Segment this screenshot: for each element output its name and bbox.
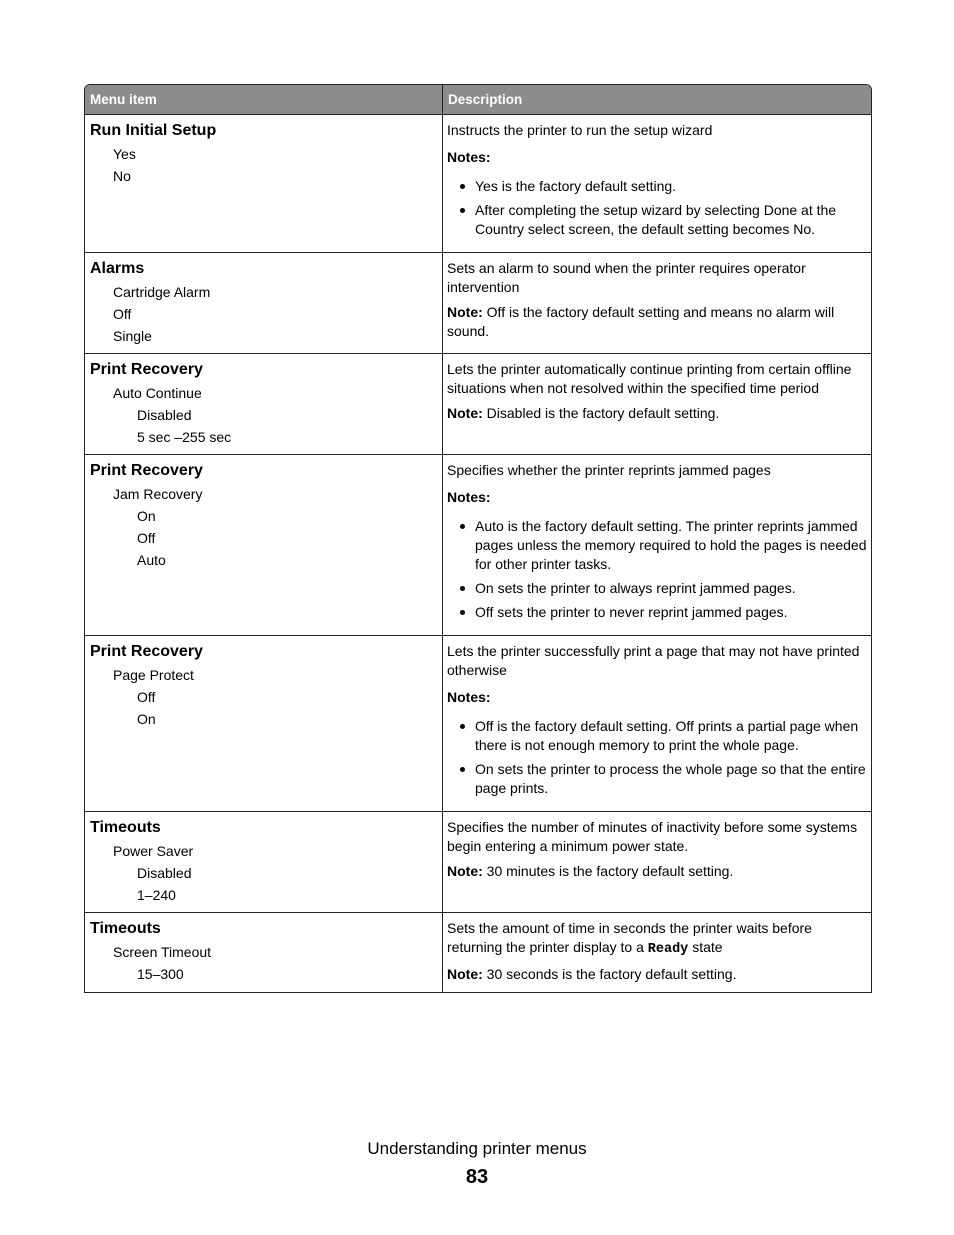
note-bullet: Off is the factory default setting. Off prints a partial page when there is not enough memory to print the whole page. (447, 717, 867, 755)
notes-list (447, 717, 867, 798)
notes-list (447, 177, 867, 239)
menu-item-option: Yes (113, 146, 136, 162)
note-label: Note: (447, 304, 483, 320)
page-number: 83 (465, 1166, 489, 1188)
menu-item-title: Print Recovery (90, 643, 203, 660)
menu-item-option: Auto (137, 552, 166, 568)
description-text: Lets the printer successfully print a page that may not have printed otherwise (447, 643, 860, 678)
table-row (85, 636, 871, 812)
description-cell (443, 354, 871, 454)
menu-item-option: 15–300 (137, 966, 184, 982)
menu-item-cell (85, 253, 443, 353)
note-label: Note: (447, 863, 483, 879)
menu-item-cell (85, 455, 443, 635)
menu-table (84, 84, 872, 993)
table-row (85, 115, 871, 253)
menu-item-option: No (113, 168, 131, 184)
note-bullet: Off sets the printer to never reprint jammed pages. (447, 603, 867, 622)
header-menu-item: Menu item (85, 85, 443, 114)
menu-item-option: Auto Continue (113, 385, 202, 401)
description-cell (443, 812, 871, 912)
menu-item-option: Cartridge Alarm (113, 284, 211, 300)
menu-item-option: On (137, 711, 156, 727)
menu-item-option: Page Protect (113, 667, 194, 683)
menu-item-cell (85, 115, 443, 252)
menu-item-title: Run Initial Setup (90, 122, 217, 139)
menu-item-title: Timeouts (90, 819, 161, 836)
description-text: Lets the printer automatically continue printing from certain offline situations when not resolved within the specified time period (447, 361, 852, 396)
table-row (85, 253, 871, 354)
footer-section-title: Understanding printer menus (367, 1139, 587, 1158)
menu-item-title: Print Recovery (90, 462, 203, 479)
menu-item-option: Jam Recovery (113, 486, 203, 502)
menu-item-title: Alarms (90, 260, 145, 277)
description-text-part: state (692, 939, 723, 955)
description-text-part: Sets the amount of time in seconds the printer waits before returning the printer display to a (447, 920, 812, 955)
menu-item-cell (85, 636, 443, 811)
menu-item-option: Off (137, 530, 156, 546)
table-row (85, 913, 871, 992)
note-bullet: After completing the setup wizard by selecting Done at the Country select screen, the default setting becomes No. (447, 201, 867, 239)
notes-list (447, 517, 867, 622)
description-text: Specifies the number of minutes of inactivity before some systems begin entering a minimum power state. (447, 819, 858, 854)
menu-item-option: Disabled (137, 865, 192, 881)
description-cell (443, 636, 871, 811)
menu-item-option: Power Saver (113, 843, 194, 859)
notes-label: Notes: (447, 489, 491, 505)
menu-item-title: Timeouts (90, 920, 161, 937)
notes-label: Notes: (447, 149, 491, 165)
table-row (85, 812, 871, 913)
table-row (85, 354, 871, 455)
description-text: Sets an alarm to sound when the printer requires operator intervention (447, 260, 806, 295)
note-bullet: On sets the printer to always reprint jammed pages. (447, 579, 867, 598)
table-body (85, 115, 871, 992)
display-state-code: Ready (647, 942, 689, 957)
menu-item-option: 5 sec –255 sec (137, 429, 232, 445)
description-text: Specifies whether the printer reprints jammed pages (447, 462, 771, 478)
description-cell (443, 913, 871, 992)
note-bullet: Auto is the factory default setting. The printer reprints jammed pages unless the memory required to hold the pages is needed for other printer tasks. (447, 517, 867, 574)
note-label: Note: (447, 966, 483, 982)
description-cell (443, 253, 871, 353)
menu-item-option: On (137, 508, 156, 524)
note-bullet: Yes is the factory default setting. (447, 177, 867, 196)
menu-item-option: Off (113, 306, 132, 322)
note-text: 30 seconds is the factory default setting. (486, 966, 737, 982)
note-bullet: On sets the printer to process the whole page so that the entire page prints. (447, 760, 867, 798)
description-cell (443, 455, 871, 635)
table-row (85, 455, 871, 636)
menu-item-title: Print Recovery (90, 361, 203, 378)
note-line (447, 303, 867, 341)
description-text (447, 919, 867, 959)
notes-label: Notes: (447, 689, 491, 705)
note-line (447, 862, 867, 881)
note-label: Note: (447, 405, 483, 421)
note-text: Off is the factory default setting and means no alarm will sound. (447, 304, 835, 339)
description-cell (443, 115, 871, 252)
menu-item-cell (85, 354, 443, 454)
table-header (85, 85, 871, 115)
menu-item-option: 1–240 (137, 887, 176, 903)
menu-item-option: Single (113, 328, 152, 344)
menu-item-cell (85, 812, 443, 912)
menu-item-option: Disabled (137, 407, 192, 423)
header-description: Description (448, 92, 523, 107)
menu-item-cell (85, 913, 443, 992)
menu-item-option: Screen Timeout (113, 944, 212, 960)
description-text: Instructs the printer to run the setup wizard (447, 122, 713, 138)
menu-item-option: Off (137, 689, 156, 705)
note-line (447, 965, 867, 984)
note-text: 30 minutes is the factory default setting. (486, 863, 734, 879)
note-line (447, 404, 867, 423)
note-text: Disabled is the factory default setting. (486, 405, 720, 421)
